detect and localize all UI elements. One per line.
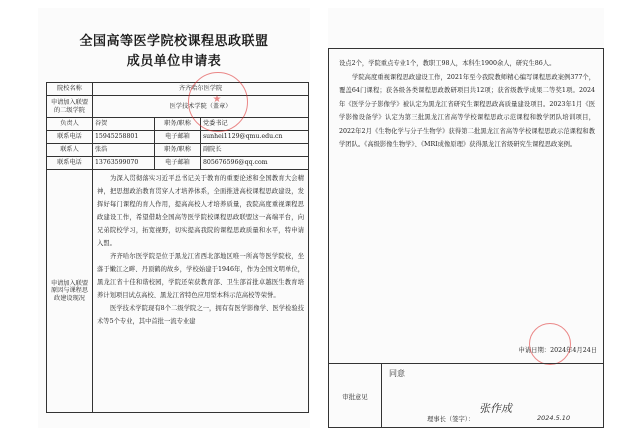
chair-signature: 张作成 [479, 402, 512, 415]
basis-paragraph: 齐齐哈尔医学院是位于黑龙江省西北部地区唯一所高等医学院校，坐落于嫩江之畔、丹顶鹤的故乡，学校始建于1946年，作为全国文明单位，黑龙江省十佳和谐校园，学院还荣获教育部、卫生部首批卓越医生教育培养计划项目试点高校、黑龙江省特色应用型本科示范高校等荣誉。 [97, 253, 305, 299]
basis-content [93, 170, 309, 413]
basis-label [47, 170, 93, 413]
contact-name: 张浩 [93, 144, 155, 157]
seal-star-icon: ★ [212, 94, 222, 105]
status-paragraph: 设点2个，学院重点专业1个，教职工98人，本科生1900余人，研究生86人。 [339, 60, 556, 67]
review-label-text: 审批意见 [342, 393, 368, 401]
right-page [328, 8, 604, 428]
official-seal [529, 323, 571, 365]
leader-email: sunhei1129@qmu.edu.cn [201, 131, 309, 144]
table-row [47, 131, 309, 144]
leader-phone: 15945258801 [93, 131, 155, 144]
basis-paragraph: 为深入贯彻落实习近平总书记关于教育的重要论述和全国教育大会精神，把思想政治教育贯穿人才培养体系，全面推进高校课程思政建设，发挥好每门课程的育人作用，提高高校人才培养质量，我院高度重视课程思政建设工作，希望借助全国高等医学院校课程思政联盟这一高端平台，向兄弟院校学习，拓宽视野，切实提高我院的课程思政质量和水平，特申请入盟。 [97, 175, 305, 247]
right-form-frame [328, 48, 604, 428]
contact-email: 805676596@qq.com [201, 157, 309, 170]
left-page [38, 8, 310, 428]
table-row [47, 83, 309, 96]
position-label: 职务/职称 [155, 144, 201, 157]
chair-label: 理事长（签字）： [427, 416, 475, 423]
leader-label: 负责人 [47, 118, 93, 131]
email-label: 电子邮箱 [155, 131, 201, 144]
basis-label-text: 申请加入联盟原因与课程思政建设现况 [50, 280, 89, 302]
contact-position: 副院长 [201, 144, 309, 157]
review-approval-mark: 同意 [389, 369, 405, 378]
unit-label: 申请加入联盟的二级学院 [47, 96, 93, 118]
status-text [339, 57, 595, 152]
contact-label: 联系人 [47, 144, 93, 157]
application-date: 申请日期：2024年4月24日 [518, 347, 597, 354]
school-name-value: 齐齐哈尔医学院 [93, 83, 309, 96]
leader-position: 党委书记 [201, 118, 309, 131]
basis-paragraph: 医学技术学院现有8个二级学院之一，拥有有医学影像学、医学检验技术等5个专业，其中首批一流专业建 [97, 305, 305, 325]
table-row [47, 157, 309, 170]
table-row [47, 144, 309, 157]
status-paragraph: 学院高度重视课程思政建设工作，2021年至今我院教师精心编写课程思政案例377个，覆盖64门课程；获各级各类课程思政教研项目共12项；获省级教学成果二等奖1项。2024年《医学分子影像学》被认定为黑龙江省研究生课程思政高质量建设项目。2023年1月《医学影像设备学》认定为第三批黑龙江省高等学校课程思政示范课程和教学团队培训项目，2022年2月《生物化学与分子生物学》获得第二批黑龙江省高等学校课程思政示范课程和教学团队。《高级影像生物学》、《MRI成像原理》获得黑龙江省级研究生课程思政案例。 [339, 73, 595, 148]
leader-name: 谷贺 [93, 118, 155, 131]
email-label: 电子邮箱 [155, 157, 201, 170]
phone-label: 联系电话 [47, 131, 93, 144]
review-label [329, 364, 382, 428]
position-label: 职务/职称 [155, 118, 201, 131]
application-form-table [46, 82, 309, 413]
doc-title: 全国高等医学院校课程思政联盟 [79, 34, 269, 49]
table-row [47, 118, 309, 131]
table-row [47, 96, 309, 118]
review-section [329, 363, 603, 428]
chair-signature-line [427, 414, 474, 423]
table-row [47, 170, 309, 413]
school-name-label: 院校名称 [47, 83, 93, 96]
review-date: 2024.5.10 [537, 414, 571, 422]
unit-value: 医学技术学院（盖章） [93, 96, 309, 118]
contact-phone: 13763599070 [93, 157, 155, 170]
doc-subtitle: 成员单位申请表 [126, 54, 222, 69]
phone-label: 联系电话 [47, 157, 93, 170]
